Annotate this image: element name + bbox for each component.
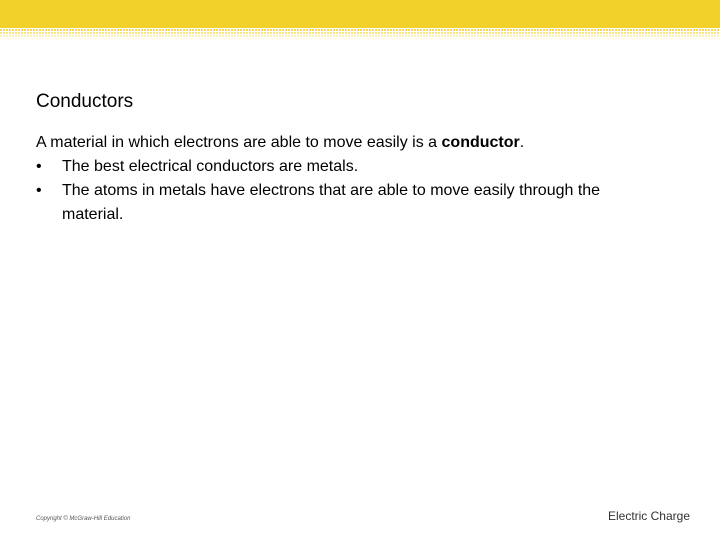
bullet-item bbox=[36, 155, 662, 179]
bullet-text: The best electrical conductors are metals. bbox=[62, 158, 359, 175]
top-banner-solid bbox=[0, 0, 720, 28]
intro-term: conductor bbox=[441, 134, 520, 151]
top-banner bbox=[0, 0, 720, 40]
bullet-list bbox=[36, 155, 676, 227]
bullet-dot-icon: • bbox=[36, 182, 42, 199]
intro-text-after: . bbox=[519, 134, 525, 151]
top-banner-dither bbox=[0, 26, 720, 40]
bullet-dot-icon: • bbox=[36, 158, 42, 175]
slide-body bbox=[36, 131, 676, 227]
intro-text-before: A material in which electrons are able to move easily is a bbox=[36, 134, 442, 151]
footer-section-title: Electric Charge bbox=[607, 509, 690, 523]
slide-title: Conductors bbox=[36, 91, 134, 112]
intro-sentence bbox=[36, 131, 676, 155]
bullet-item bbox=[36, 179, 662, 227]
copyright-notice: Copyright © McGraw-Hill Education bbox=[36, 516, 131, 522]
bullet-text: The atoms in metals have electrons that are able to move easily through the material. bbox=[62, 182, 601, 223]
